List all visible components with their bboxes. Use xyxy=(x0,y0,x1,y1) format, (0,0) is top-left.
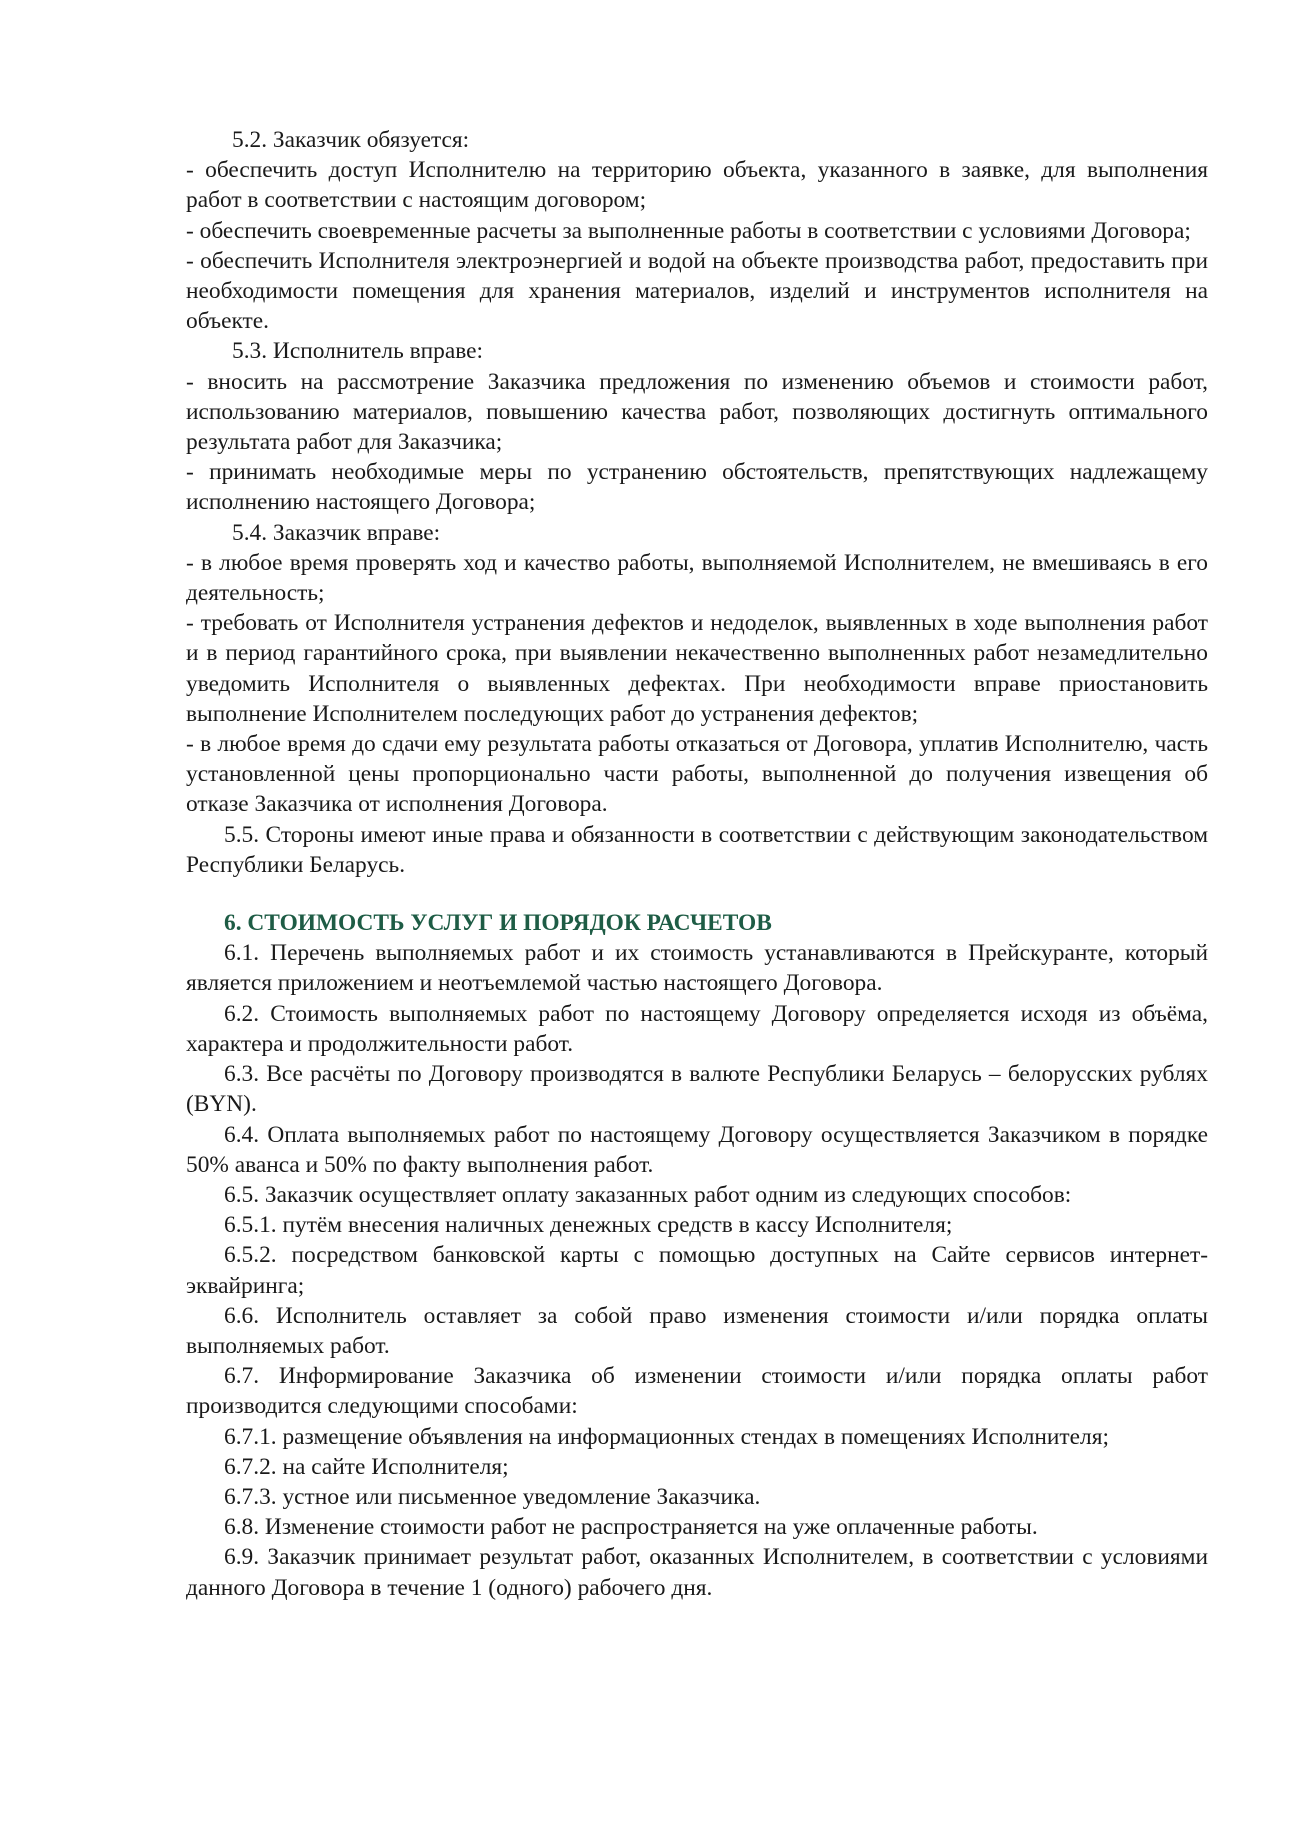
clause-6-9: 6.9. Заказчик принимает результат работ, оказанных Исполнителем, в соответствии с условиями данного Договора в течение 1 (одного) рабочего дня. xyxy=(186,1544,1208,1601)
clause-6-3: 6.3. Все расчёты по Договору производятся в валюте Республики Беларусь – белорусских рублях (BYN). xyxy=(186,1061,1208,1118)
clause-6-2: 6.2. Стоимость выполняемых работ по настоящему Договору определяется исходя из объёма, характера и продолжительности работ. xyxy=(186,1000,1208,1057)
clause-5-2-title: 5.2. Заказчик обязуется: xyxy=(232,127,470,153)
clause-6-1: 6.1. Перечень выполняемых работ и их стоимость устанавливаются в Прейскуранте, который является приложением и неотъемлемой частью настоящего Договора. xyxy=(186,940,1208,997)
clause-6-5-2: 6.5.2. посредством банковской карты с помощью доступных на Сайте сервисов интернет-эквайринга; xyxy=(186,1242,1208,1299)
clause-5-5: 5.5. Стороны имеют иные права и обязанности в соответствии с действующим законодательством Республики Беларусь. xyxy=(186,821,1208,878)
clause-6-4: 6.4. Оплата выполняемых работ по настоящему Договору осуществляется Заказчиком в порядке 50% аванса и 50% по факту выполнения работ. xyxy=(186,1121,1208,1178)
clause-5-4-item: - в любое время до сдачи ему результата работы отказаться от Договора, уплатив Исполнителю, часть установленной цены пропорционально части работы, выполненной до получения извещения об отказе Заказчика от исполнения Договора. xyxy=(186,731,1208,818)
clause-5-4-item: - в любое время проверять ход и качество работы, выполняемой Исполнителем, не вмешиваясь в его деятельность; xyxy=(186,549,1208,607)
clause-6-5-1: 6.5.1. путём внесения наличных денежных средств в кассу Исполнителя; xyxy=(224,1212,953,1239)
clause-5-2-item: - обеспечить Исполнителя электроэнергией и водой на объекте производства работ, предоставить при необходимости помещения для хранения материалов, изделий и инструментов исполнителя на объекте. xyxy=(186,247,1208,335)
clause-5-4-item: - требовать от Исполнителя устранения дефектов и недоделок, выявленных в ходе выполнения работ и в период гарантийного срока, при выявлении некачественно выполненных работ незамедлительно уведомить Исполнителя о выявленных дефектах. При необходимости вправе приостановить выполнение Исполнителем последующих работ до устранения дефектов; xyxy=(186,610,1208,727)
clause-6-7: 6.7. Информирование Заказчика об изменении стоимости и/или порядка оплаты работ производится следующими способами: xyxy=(186,1363,1208,1420)
clause-5-4-title: 5.4. Заказчик вправе: xyxy=(232,519,441,546)
clause-6-6: 6.6. Исполнитель оставляет за собой право изменения стоимости и/или порядка оплаты выполняемых работ. xyxy=(186,1302,1208,1359)
clause-5-2-item: - обеспечить своевременные расчеты за выполненные работы в соответствии с условиями Договора; xyxy=(186,217,1191,244)
clause-5-3-title: 5.3. Исполнитель вправе: xyxy=(232,338,484,365)
clause-5-3-item: - принимать необходимые меры по устранению обстоятельств, препятствующих надлежащему исполнению настоящего Договора; xyxy=(186,459,1208,516)
clause-5-3-item: - вносить на рассмотрение Заказчика предложения по изменению объемов и стоимости работ, использованию материалов, повышению качества работ, позволяющих достигнуть оптимального результата работ для Заказчика; xyxy=(186,368,1208,456)
clause-6-8: 6.8. Изменение стоимости работ не распространяется на уже оплаченные работы. xyxy=(224,1514,1038,1541)
clause-6-7-3: 6.7.3. устное или письменное уведомление Заказчика. xyxy=(224,1483,761,1510)
clause-6-7-2: 6.7.2. на сайте Исполнителя; xyxy=(224,1453,509,1480)
clause-5-2-item: - обеспечить доступ Исполнителю на территорию объекта, указанного в заявке, для выполнения работ в соответствии с настоящим договором; xyxy=(186,157,1208,214)
section-6-heading: 6. СТОИМОСТЬ УСЛУГ И ПОРЯДОК РАСЧЕТОВ xyxy=(224,910,772,937)
clause-6-5: 6.5. Заказчик осуществляет оплату заказанных работ одним из следующих способов: xyxy=(224,1181,1072,1208)
document-page xyxy=(186,125,1208,1603)
clause-6-7-1: 6.7.1. размещение объявления на информационных стендах в помещениях Исполнителя; xyxy=(224,1423,1109,1450)
